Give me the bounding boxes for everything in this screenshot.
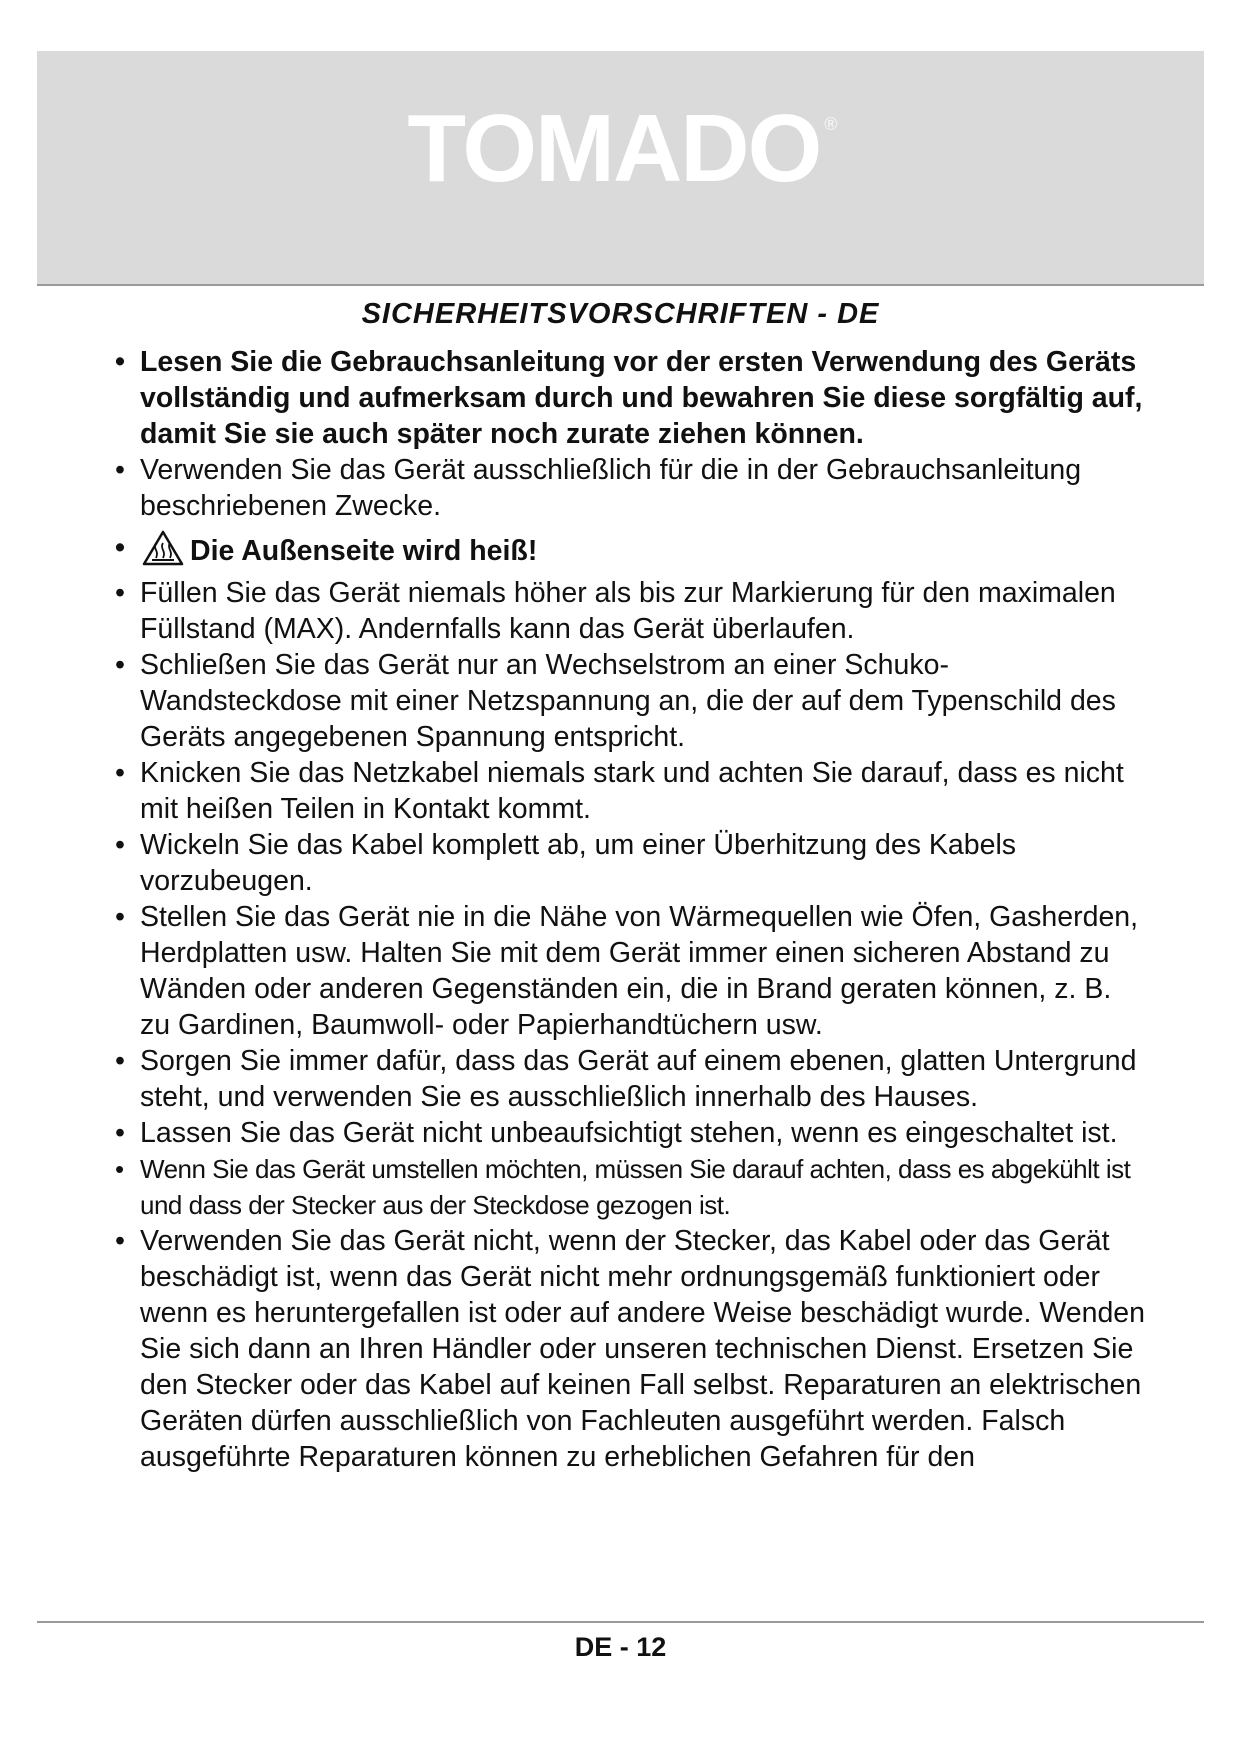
page-number: DE - 12	[574, 1632, 667, 1662]
bullet: •	[115, 1154, 124, 1184]
rule-item	[115, 344, 1145, 452]
bullet: •	[115, 1045, 125, 1077]
rule-item-hot-surface	[115, 530, 1145, 569]
bullet: •	[115, 577, 125, 609]
logo-text: TOMADO	[407, 95, 821, 202]
rule-text: Füllen Sie das Gerät niemals höher als bis zur Markierung für den maximalen Füllstand (MAX). Andernfalls kann das Gerät überlaufen.	[140, 577, 1116, 645]
rule-item	[115, 1223, 1145, 1475]
rule-text: Verwenden Sie das Gerät nicht, wenn der Stecker, das Kabel oder das Gerät beschädigt ist, wenn das Gerät nicht mehr ordnungsgemäß funktioniert oder wenn es heruntergefallen ist oder auf andere Weise beschädigt wurde. Wenden Sie sich dann an Ihren Händler oder unseren technischen Dienst. Ersetzen Sie den Stecker oder das Kabel auf keinen Fall selbst. Reparaturen an elektrischen Geräten dürfen ausschließlich von Fachleuten ausgeführt werden. Falsch ausgeführte Reparaturen können zu erheblichen Gefahren für den	[140, 1225, 1146, 1473]
registered-mark: ®	[824, 114, 838, 134]
bullet: •	[115, 454, 125, 486]
section-title: SICHERHEITSVORSCHRIFTEN - DE	[361, 298, 880, 330]
rule-text: Verwenden Sie das Gerät ausschließlich für die in der Gebrauchsanleitung beschriebenen Zwecke.	[140, 454, 1082, 522]
rule-text: Wenn Sie das Gerät umstellen möchten, müssen Sie darauf achten, dass es abgekühlt ist und dass der Stecker aus der Steckdose gezogen ist.	[140, 1154, 1131, 1220]
bullet: •	[115, 1117, 125, 1149]
rule-item	[115, 899, 1145, 1043]
rule-text: Lesen Sie die Gebrauchsanleitung vor der ersten Verwendung des Geräts vollständig und aufmerksam durch und bewahren Sie diese sorgfältig auf, damit Sie sie auch später noch zurate ziehen können.	[140, 346, 1143, 450]
bullet: •	[115, 346, 125, 378]
bullet: •	[115, 757, 125, 789]
rule-item	[115, 575, 1145, 647]
bullet: •	[115, 532, 125, 564]
rule-item	[115, 755, 1145, 827]
rule-text: Die Außenseite wird heiß!	[190, 535, 538, 567]
rule-text: Stellen Sie das Gerät nie in die Nähe von Wärmequellen wie Öfen, Gasherden, Herdplatten usw. Halten Sie mit dem Gerät immer einen sicheren Abstand zu Wänden oder anderen Gegenständen ein, die in Brand geraten können, z. B. zu Gardinen, Baumwoll- oder Papierhandtüchern usw.	[140, 901, 1139, 1041]
safety-rules-list	[115, 344, 1145, 1475]
header-band	[37, 51, 1204, 286]
rule-text: Knicken Sie das Netzkabel niemals stark und achten Sie darauf, dass es nicht mit heißen Teilen in Kontakt kommt.	[140, 757, 1124, 825]
rule-item	[115, 1115, 1145, 1151]
rule-item	[115, 827, 1145, 899]
rule-item	[115, 647, 1145, 755]
bullet: •	[115, 829, 125, 861]
rule-item	[115, 1043, 1145, 1115]
rule-item	[115, 1151, 1145, 1223]
hot-surface-warning-icon	[142, 530, 184, 566]
rule-text: Lassen Sie das Gerät nicht unbeaufsichtigt stehen, wenn es eingeschaltet ist.	[140, 1117, 1118, 1149]
rule-text: Schließen Sie das Gerät nur an Wechselstrom an einer Schuko-Wandsteckdose mit einer Netzspannung an, die der auf dem Typenschild des Geräts angegebenen Spannung entspricht.	[140, 649, 1116, 753]
bullet: •	[115, 901, 125, 933]
bullet: •	[115, 1225, 125, 1257]
rule-text: Wickeln Sie das Kabel komplett ab, um einer Überhitzung des Kabels vorzubeugen.	[140, 829, 1017, 897]
rule-item	[115, 452, 1145, 524]
brand-logo	[37, 95, 1204, 202]
rule-text: Sorgen Sie immer dafür, dass das Gerät auf einem ebenen, glatten Untergrund steht, und verwenden Sie es ausschließlich innerhalb des Hauses.	[140, 1045, 1137, 1113]
footer-divider	[37, 1621, 1204, 1623]
bullet: •	[115, 649, 125, 681]
